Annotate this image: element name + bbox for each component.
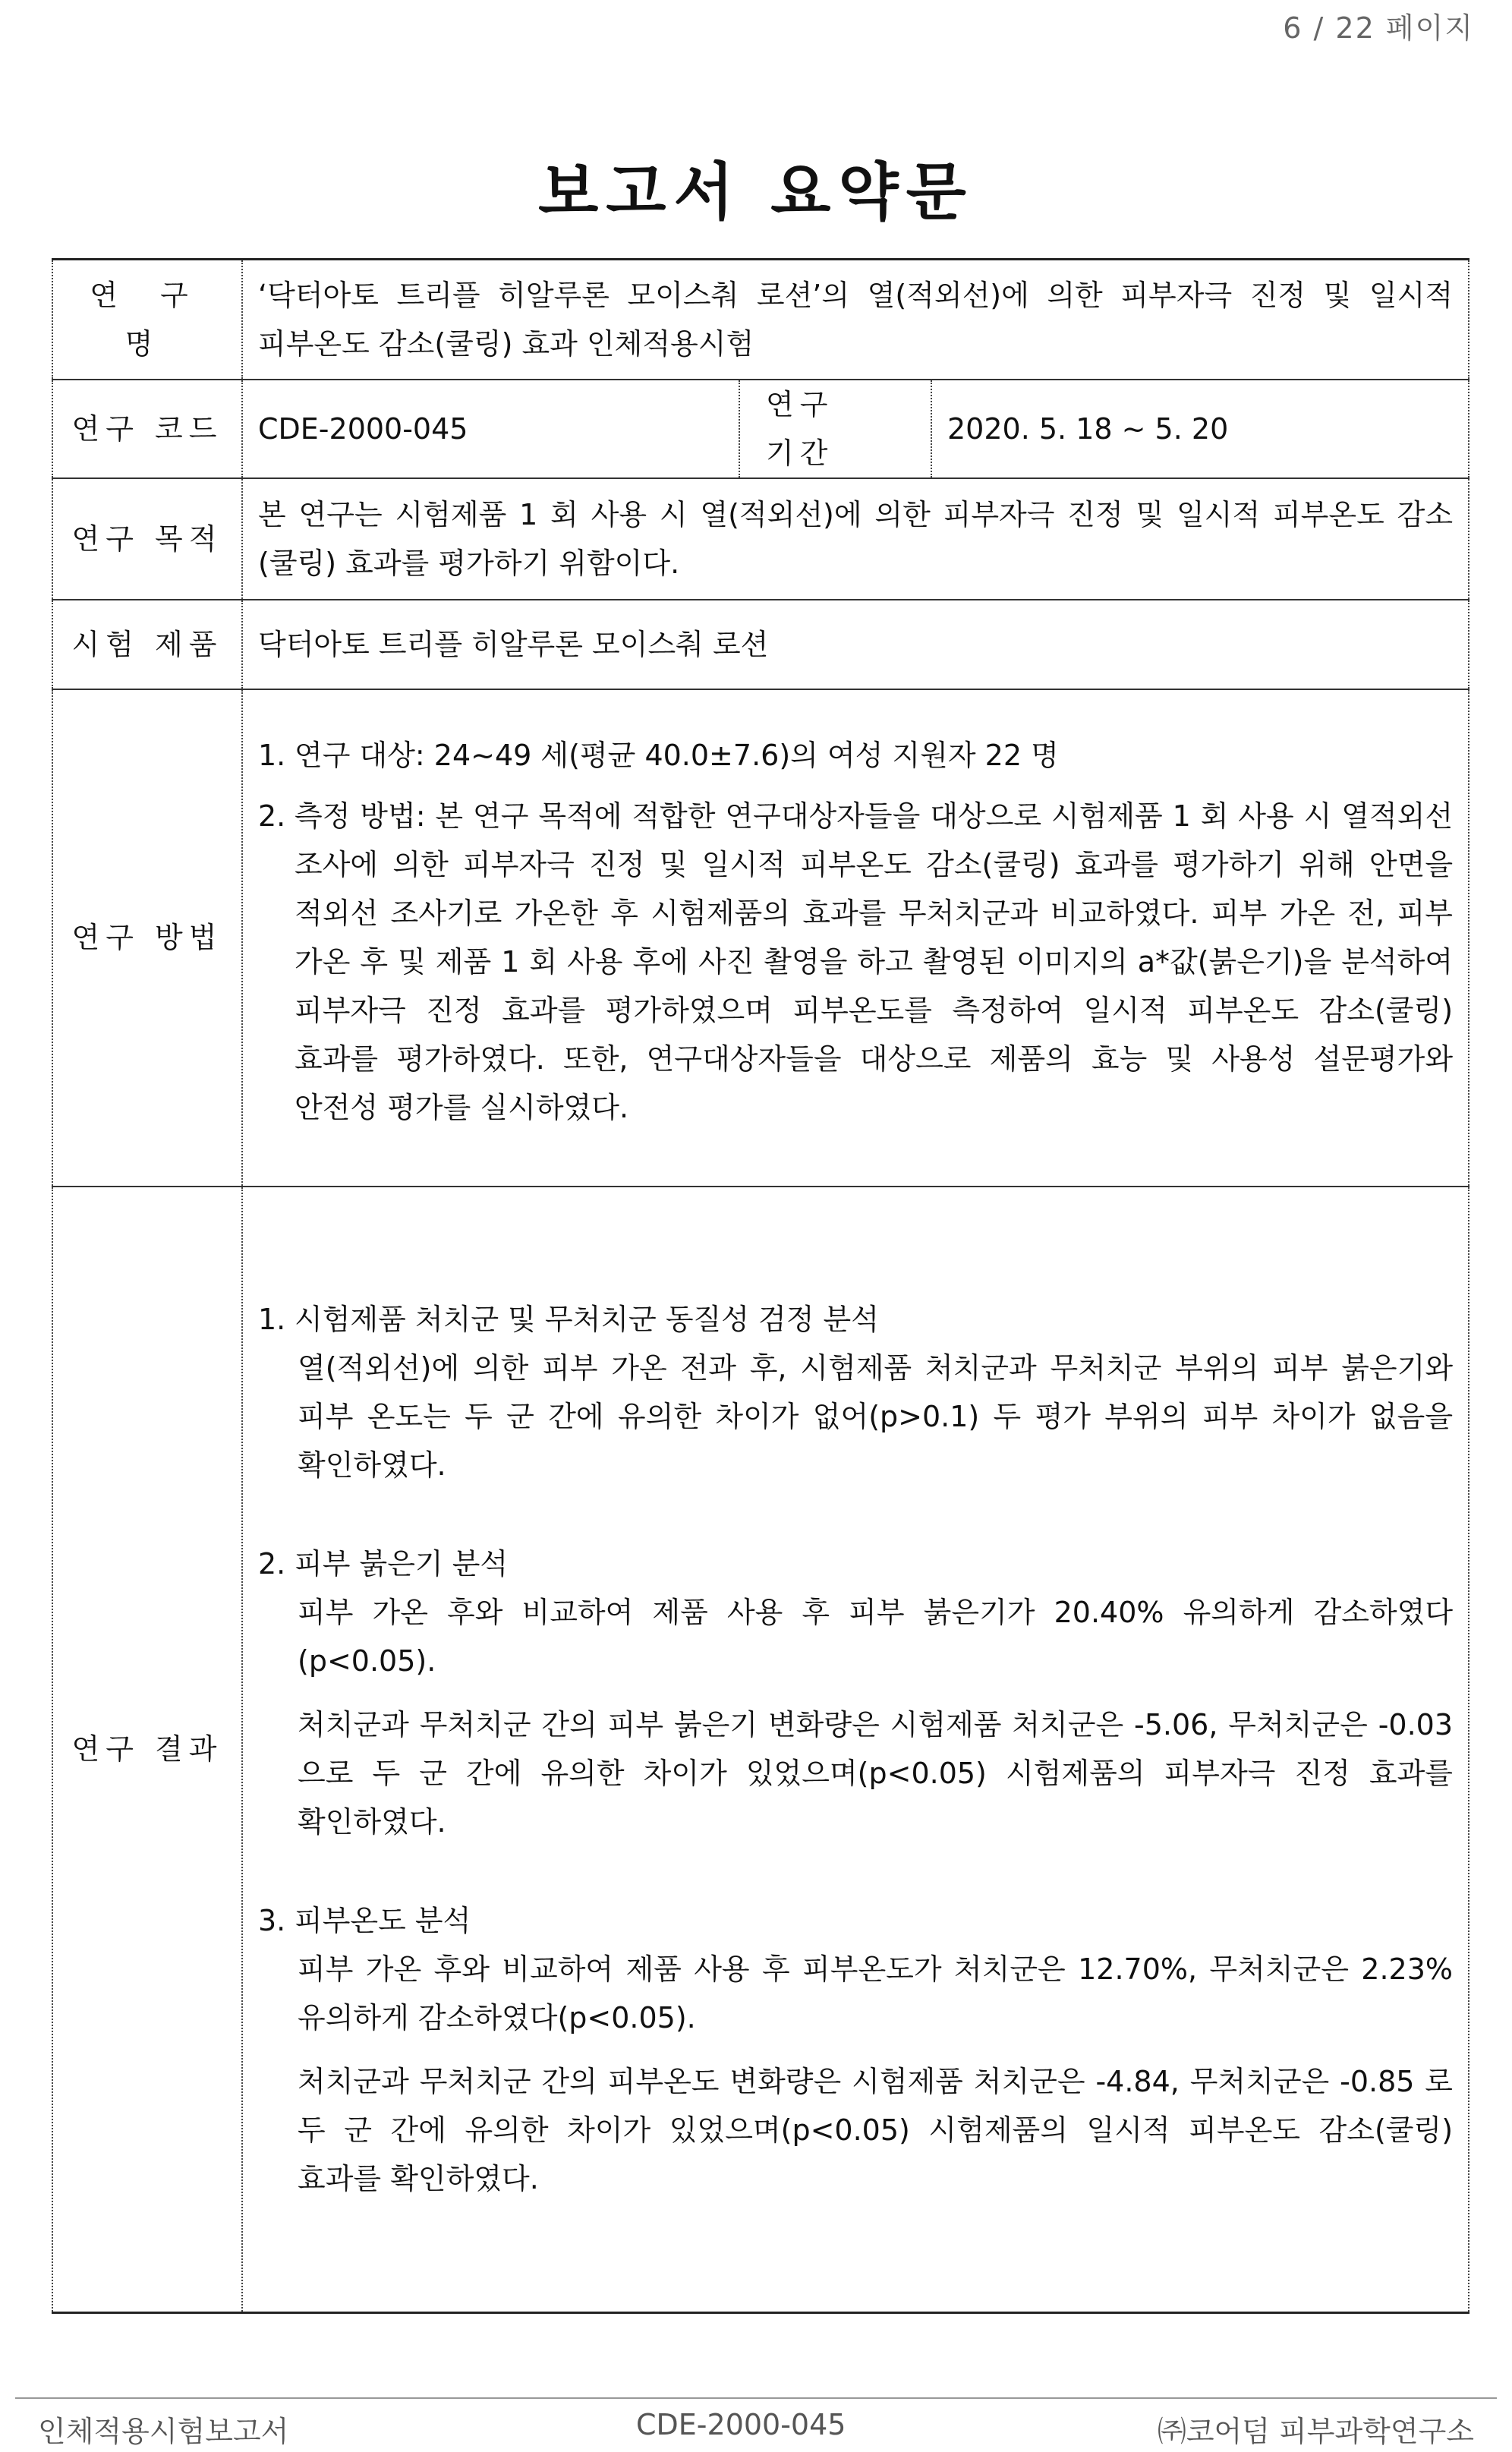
- method-item: [258, 792, 1453, 1132]
- results-label: 연구 결과: [52, 1187, 242, 2313]
- method-item-number: 1.: [258, 739, 286, 772]
- results-heading-text: 시험제품 처치군 및 무처치군 동질성 검정 분석: [295, 1303, 879, 1337]
- product-value: 닥터아토 트리플 히알루론 모이스춰 로션: [242, 600, 1469, 689]
- row-study-code: [52, 380, 1469, 478]
- study-name-label: 연 구 명: [52, 260, 242, 380]
- study-code-value: CDE-2000-045: [242, 380, 739, 478]
- results-heading-text: 피부 붉은기 분석: [295, 1547, 509, 1581]
- footer-report-type: 인체적용시험보고서: [38, 2415, 289, 2448]
- results-paragraph: 열(적외선)에 의한 피부 가온 전과 후, 시험제품 처치군과 무처치군 부위의 피부 붉은기와 피부 온도는 두 군 간에 유의한 차이가 없어(p>0.1) 두 평가 부위의 피부 차이가 없음을 확인하였다.: [298, 1351, 1454, 1483]
- results-heading-text: 피부온도 분석: [295, 1904, 471, 1938]
- results-value: [242, 1187, 1469, 2313]
- method-label: 연구 방법: [52, 689, 242, 1187]
- study-period-label: 연구 기간: [739, 380, 931, 478]
- row-objective: [52, 478, 1469, 600]
- results-section-1: [258, 1295, 1453, 1489]
- results-paragraph: 처치군과 무처치군 간의 피부 붉은기 변화량은 시험제품 처치군은 -5.06, 무처치군은 -0.03 으로 두 군 간에 유의한 차이가 있었으며(p<0.05) 시험제품의 피부자극 진정 효과를 확인하였다.: [298, 1708, 1454, 1839]
- method-list: [258, 731, 1453, 1132]
- results-heading: [258, 1540, 1453, 1588]
- objective-label: 연구 목적: [52, 478, 242, 600]
- objective-value: 본 연구는 시험제품 1 회 사용 시 열(적외선)에 의한 피부자극 진정 및 일시적 피부온도 감소(쿨링) 효과를 평가하기 위함이다.: [242, 478, 1469, 600]
- results-heading: [258, 1295, 1453, 1344]
- results-paragraph: 피부 가온 후와 비교하여 제품 사용 후 피부온도가 처치군은 12.70%, 무처치군은 2.23% 유의하게 감소하였다(p<0.05).: [298, 1952, 1454, 2035]
- summary-table: [52, 258, 1469, 2314]
- study-name-value: ‘닥터아토 트리플 히알루론 모이스춰 로션’의 열(적외선)에 의한 피부자극 진정 및 일시적 피부온도 감소(쿨링) 효과 인체적용시험: [242, 260, 1469, 380]
- page-indicator: 6 / 22 페이지: [1283, 11, 1474, 45]
- results-paragraph: 피부 가온 후와 비교하여 제품 사용 후 피부 붉은기가 20.40% 유의하게 감소하였다 (p<0.05).: [298, 1596, 1454, 1678]
- page-title: 보고서 요약문: [538, 156, 974, 228]
- study-code-label: 연구 코드: [52, 380, 242, 478]
- method-item-number: 2.: [258, 799, 286, 833]
- results-number: 2.: [258, 1547, 286, 1581]
- product-label: 시험 제품: [52, 600, 242, 689]
- results-paragraph: 처치군과 무처치군 간의 피부온도 변화량은 시험제품 처치군은 -4.84, 무처치군은 -0.85 로 두 군 간에 유의한 차이가 있었으며(p<0.05) 시험제품의 일시적 피부온도 감소(쿨링) 효과를 확인하였다.: [298, 2065, 1454, 2196]
- row-study-name: [52, 260, 1469, 380]
- results-number: 1.: [258, 1303, 286, 1337]
- row-results: [52, 1187, 1469, 2313]
- row-method: [52, 689, 1469, 1187]
- results-number: 3.: [258, 1904, 286, 1938]
- results-section-3: [258, 1896, 1453, 2203]
- method-item: [258, 731, 1453, 780]
- method-item-text: 측정 방법: 본 연구 목적에 적합한 연구대상자들을 대상으로 시험제품 1 회 사용 시 열적외선 조사에 의한 피부자극 진정 및 일시적 피부온도 감소(쿨링) 효과를 평가하기 위해 안면을 적외선 조사기로 가온한 후 시험제품의 효과를 무처치군과 비교하였다. 피부 가온 전, 피부 가온 후 및 제품 1 회 사용 후에 사진 촬영을 하고 촬영된 이미지의 a*값(붉은기)을 분석하여 피부자극 진정 효과를 평가하였으며 피부온도를 측정하여 일시적 피부온도 감소(쿨링) 효과를 평가하였다. 또한, 연구대상자들을 대상으로 제품의 효능 및 사용성 설문평가와 안전성 평가를 실시하였다.: [295, 799, 1454, 1124]
- footer-divider: [15, 2397, 1497, 2399]
- method-item-text: 연구 대상: 24~49 세(평균 40.0±7.6)의 여성 지원자 22 명: [295, 739, 1059, 772]
- footer-organization: ㈜코어덤 피부과학연구소: [1157, 2415, 1474, 2448]
- results-section-2: [258, 1540, 1453, 1846]
- method-value: [242, 689, 1469, 1187]
- footer-study-code: CDE-2000-045: [636, 2408, 846, 2441]
- results-heading: [258, 1896, 1453, 1945]
- row-product: [52, 600, 1469, 689]
- study-period-value: 2020. 5. 18 ~ 5. 20: [931, 380, 1469, 478]
